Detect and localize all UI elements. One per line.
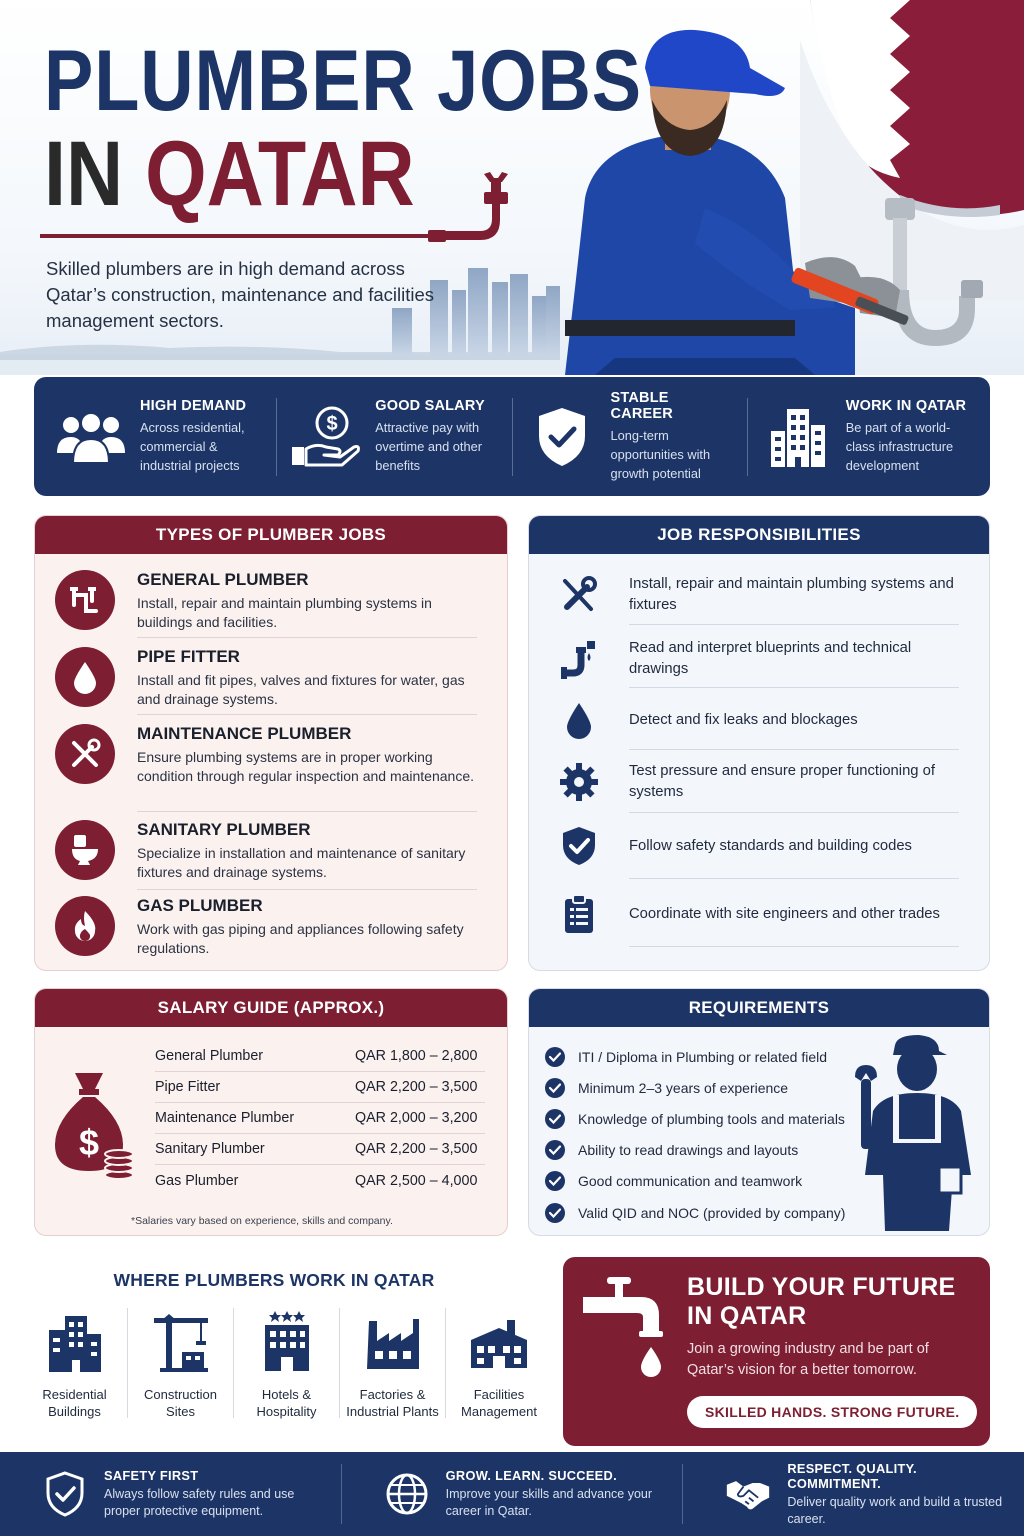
benefit-text: Across residential, commercial & industrial projects xyxy=(140,420,245,473)
benefit-title: HIGH DEMAND xyxy=(140,398,247,414)
responsibility-item xyxy=(553,568,967,622)
workplace-factories xyxy=(340,1308,446,1418)
requirement-item xyxy=(545,1103,845,1134)
apartment-building-icon xyxy=(22,1308,127,1376)
salary-job: Sanitary Plumber xyxy=(155,1141,265,1157)
type-title: GAS PLUMBER xyxy=(137,896,263,915)
crane-icon xyxy=(128,1308,233,1376)
build-title-line2: IN QATAR xyxy=(687,1302,807,1330)
footer-text: Deliver quality work and build a trusted career. xyxy=(787,1494,1003,1526)
salary-range: QAR 2,000 – 3,200 xyxy=(355,1110,478,1126)
build-text: Join a growing industry and be part of Qatar’s vision for a better tomorrow. xyxy=(687,1341,929,1378)
salary-job: General Plumber xyxy=(155,1048,264,1064)
check-icon xyxy=(545,1203,565,1223)
page-title-line1: PLUMBER JOBS xyxy=(44,33,642,129)
responsibility-item xyxy=(553,818,967,874)
types-heading: TYPES OF PLUMBER JOBS xyxy=(35,516,507,554)
where-heading: WHERE PLUMBERS WORK IN QATAR xyxy=(113,1270,435,1290)
workplace-hotels xyxy=(234,1308,340,1418)
workplace-label: Facilities Management xyxy=(461,1387,537,1419)
type-title: GENERAL PLUMBER xyxy=(137,570,309,589)
check-icon xyxy=(545,1047,565,1067)
intro-text: Skilled plumbers are in high demand across Qatar’s construction, maintenance and facilities management sectors. xyxy=(46,258,435,331)
toilet-icon xyxy=(55,820,115,880)
responsibility-text: Follow safety standards and building codes xyxy=(629,837,912,854)
pipe-wrench-divider xyxy=(40,172,510,252)
footer-title: RESPECT. QUALITY. COMMITMENT. xyxy=(787,1460,917,1491)
type-description: Specialize in installation and maintenance of sanitary fixtures and drainage systems. xyxy=(137,845,466,880)
salary-range: QAR 2,500 – 4,000 xyxy=(355,1172,478,1189)
svg-text:$: $ xyxy=(326,412,338,435)
responsibility-item xyxy=(553,754,967,810)
salary-row xyxy=(155,1103,485,1134)
type-description: Ensure plumbing systems are in proper working condition through regular inspection and maintenance. xyxy=(137,749,475,784)
build-your-future-banner xyxy=(563,1257,990,1446)
benefit-high-demand xyxy=(42,398,277,476)
requirement-item xyxy=(545,1135,845,1166)
benefit-title: STABLE CAREER xyxy=(610,390,673,422)
responsibility-item xyxy=(553,692,967,748)
water-drop-icon xyxy=(55,647,115,707)
workplace-label: Residential Buildings xyxy=(42,1387,107,1419)
salary-guide-card xyxy=(34,988,508,1236)
types-of-jobs-card xyxy=(34,515,508,971)
requirements-list xyxy=(545,1041,845,1228)
type-general-plumber xyxy=(55,570,507,638)
type-title: PIPE FITTER xyxy=(137,647,240,666)
facility-icon xyxy=(446,1308,552,1376)
pipe-icon xyxy=(55,570,115,630)
footer-title: SAFETY FIRST xyxy=(104,1468,199,1483)
globe-icon xyxy=(384,1471,430,1517)
salary-row xyxy=(155,1041,485,1072)
shield-check-icon xyxy=(42,1471,88,1517)
check-icon xyxy=(545,1140,565,1160)
water-tap-icon xyxy=(581,1271,671,1381)
responsibility-text: Install, repair and maintain plumbing systems and fixtures xyxy=(629,576,954,613)
requirement-item xyxy=(545,1197,845,1228)
workplace-construction xyxy=(128,1308,234,1418)
responsibility-text: Test pressure and ensure proper functioning of systems xyxy=(629,763,935,800)
footer-grow xyxy=(342,1464,684,1524)
salary-job: Pipe Fitter xyxy=(155,1079,221,1095)
clipboard-icon xyxy=(553,888,605,940)
pipe-faucet-icon xyxy=(553,633,605,685)
type-description: Install and fit pipes, valves and fixtures for water, gas and drainage systems. xyxy=(137,672,465,707)
flame-icon xyxy=(55,896,115,956)
requirement-text: Knowledge of plumbing tools and materials xyxy=(578,1110,845,1127)
handshake-icon xyxy=(725,1471,771,1517)
hotel-icon xyxy=(234,1308,339,1376)
responsibility-text: Coordinate with site engineers and other trades xyxy=(629,905,940,922)
check-icon xyxy=(545,1078,565,1098)
salary-row xyxy=(155,1072,485,1103)
type-title: SANITARY PLUMBER xyxy=(137,820,311,839)
divider xyxy=(629,812,959,813)
type-gas-plumber xyxy=(55,896,507,960)
footer-bar xyxy=(0,1452,1024,1536)
salary-footnote: *Salaries vary based on experience, skills and company. xyxy=(131,1215,393,1227)
requirement-text: ITI / Diploma in Plumbing or related field xyxy=(578,1048,827,1065)
check-icon xyxy=(545,1109,565,1129)
workplace-label: Hotels & Hospitality xyxy=(256,1387,317,1419)
tools-icon xyxy=(55,724,115,784)
workplaces-row xyxy=(22,1308,552,1418)
build-title-line1: BUILD YOUR FUTURE xyxy=(687,1273,956,1301)
check-icon xyxy=(545,1171,565,1191)
requirements-card xyxy=(528,988,990,1236)
responsibilities-heading: JOB RESPONSIBILITIES xyxy=(529,516,989,554)
workplace-label: Factories & Industrial Plants xyxy=(346,1387,439,1419)
divider xyxy=(629,687,959,688)
footer-title: GROW. LEARN. SUCCEED. xyxy=(445,1468,617,1483)
gear-icon xyxy=(553,756,605,808)
footer-safety xyxy=(0,1464,342,1524)
footer-text: Improve your skills and advance your career in Qatar. xyxy=(445,1487,653,1518)
requirement-text: Valid QID and NOC (provided by company) xyxy=(578,1204,846,1221)
requirements-heading: REQUIREMENTS xyxy=(529,989,989,1027)
benefit-good-salary xyxy=(277,398,512,476)
benefit-stable-career xyxy=(513,390,748,481)
shield-check-icon xyxy=(525,402,599,472)
salary-table xyxy=(155,1041,485,1196)
type-title: MAINTENANCE PLUMBER xyxy=(137,724,352,743)
benefits-bar xyxy=(34,377,990,496)
title-in: IN xyxy=(44,123,124,225)
salary-row xyxy=(155,1134,485,1165)
svg-text:$: $ xyxy=(78,1122,100,1163)
hand-coin-icon xyxy=(289,402,363,472)
slogan-pill: SKILLED HANDS. STRONG FUTURE. xyxy=(687,1396,977,1428)
responsibility-item xyxy=(553,632,967,686)
salary-job: Gas Plumber xyxy=(155,1172,239,1189)
divider xyxy=(629,624,959,625)
plumber-silhouette-icon xyxy=(853,1035,983,1231)
requirement-item xyxy=(545,1041,845,1072)
requirement-text: Ability to read drawings and layouts xyxy=(578,1142,799,1159)
footer-respect xyxy=(683,1460,1024,1526)
divider xyxy=(629,946,959,947)
divider xyxy=(629,749,959,750)
salary-row xyxy=(155,1165,485,1196)
type-description: Work with gas piping and appliances following safety regulations. xyxy=(137,921,464,956)
shield-check-icon xyxy=(553,820,605,872)
hero-section xyxy=(0,0,1024,375)
salary-range: QAR 1,800 – 2,800 xyxy=(355,1048,478,1064)
type-sanitary-plumber xyxy=(55,820,507,890)
benefit-title: GOOD SALARY xyxy=(375,398,485,414)
salary-job: Maintenance Plumber xyxy=(155,1110,295,1126)
build-title xyxy=(687,1273,956,1331)
workplace-facilities xyxy=(446,1308,552,1418)
benefit-title: WORK IN QATAR xyxy=(845,398,967,414)
type-description: Install, repair and maintain plumbing systems in buildings and facilities. xyxy=(137,595,432,630)
divider xyxy=(629,878,959,879)
people-icon xyxy=(54,402,128,472)
benefit-text: Attractive pay with overtime and other benefits xyxy=(375,420,482,473)
salary-range: QAR 2,200 – 3,500 xyxy=(355,1141,478,1157)
requirement-text: Minimum 2–3 years of experience xyxy=(578,1079,789,1096)
responsibilities-card xyxy=(528,515,990,971)
title-qatar: QATAR xyxy=(145,123,415,225)
benefit-text: Long-term opportunities with growth potential xyxy=(610,428,711,481)
water-drop-icon xyxy=(553,694,605,746)
requirement-item xyxy=(545,1072,845,1103)
type-pipe-fitter xyxy=(55,647,507,715)
responsibility-text: Read and interpret blueprints and technical drawings xyxy=(629,640,912,677)
responsibility-text: Detect and fix leaks and blockages xyxy=(629,711,858,728)
benefit-work-in-qatar xyxy=(748,398,982,476)
factory-icon xyxy=(340,1308,445,1376)
workplace-label: Construction Sites xyxy=(144,1387,217,1419)
responsibility-item xyxy=(553,886,967,942)
salary-range: QAR 2,200 – 3,500 xyxy=(355,1079,478,1095)
footer-text: Always follow safety rules and use proper protective equipment. xyxy=(104,1487,295,1518)
requirement-item xyxy=(545,1166,845,1197)
money-bag-icon xyxy=(53,1067,135,1179)
salary-heading: SALARY GUIDE (APPROX.) xyxy=(35,989,507,1027)
workplace-residential xyxy=(22,1308,128,1418)
wrench-screwdriver-icon xyxy=(553,569,605,621)
buildings-icon xyxy=(760,402,834,472)
benefit-text: Be part of a world-class infrastructure development xyxy=(845,420,954,473)
requirement-text: Good communication and teamwork xyxy=(578,1173,803,1190)
type-maintenance-plumber xyxy=(55,724,507,812)
